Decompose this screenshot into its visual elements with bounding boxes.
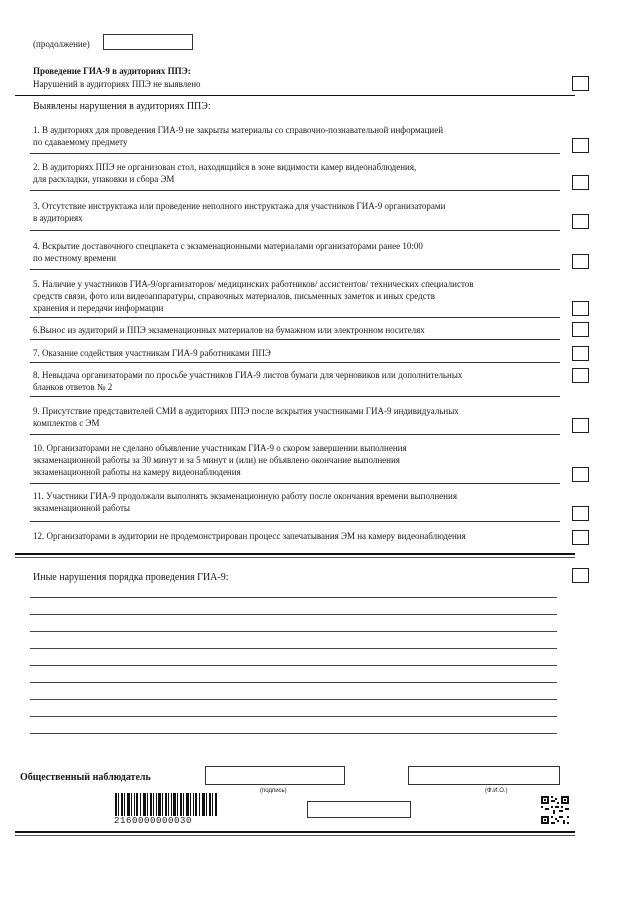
violation-checkbox[interactable] (572, 322, 589, 337)
violation-text: 6.Вынос из аудиторий и ППЭ экзаменационных материалов на бумажном или электронном носителях (33, 325, 425, 335)
violation-checkbox[interactable] (572, 254, 589, 269)
violation-checkbox[interactable] (572, 530, 589, 545)
violation-checkbox[interactable] (572, 138, 589, 153)
writing-line (30, 665, 557, 666)
violation-text: 7. Оказание содействия участникам ГИА-9 работниками ППЭ (33, 348, 271, 358)
violation-text: средств связи, фото или видеоаппаратуры, справочных материалов, письменных заметок и иных средств (33, 291, 435, 301)
violation-checkbox[interactable] (572, 506, 589, 521)
violation-text: 5. Наличие у участников ГИА-9/организаторов/ медицинских работников/ ассистентов/ технических специалистов (33, 279, 474, 289)
row-line (30, 190, 560, 191)
violation-checkbox[interactable] (572, 368, 589, 383)
bottom-field[interactable] (307, 801, 411, 818)
violation-text: 2. В аудиториях ППЭ не организован стол, находящийся в зоне видимости камер видеонаблюдения, (33, 162, 417, 172)
other-violations-checkbox[interactable] (572, 568, 589, 583)
writing-line (30, 614, 557, 615)
violation-text: по сдаваемому предмету (33, 137, 128, 147)
writing-line (30, 597, 557, 598)
writing-line (30, 648, 557, 649)
violation-checkbox[interactable] (572, 214, 589, 229)
violation-text: 10. Организаторами не сделано объявление участникам ГИА-9 о скором завершении выполнения (33, 443, 407, 453)
violation-text: по местному времени (33, 253, 117, 263)
signature-field[interactable] (205, 766, 345, 785)
violation-checkbox[interactable] (572, 467, 589, 482)
violation-checkbox[interactable] (572, 175, 589, 190)
no-violations-label: Нарушений в аудиториях ППЭ не выявлено (33, 79, 201, 89)
writing-line (30, 682, 557, 683)
divider (15, 831, 575, 833)
violation-text: 4. Вскрытие доставочного спецпакета с экзаменационными материалами организаторами ранее 10:00 (33, 241, 423, 251)
writing-line (30, 716, 557, 717)
section-title: Проведение ГИА-9 в аудиториях ППЭ: (33, 66, 191, 76)
writing-line (30, 631, 557, 632)
observer-label: Общественный наблюдатель (20, 772, 151, 783)
row-line (30, 521, 560, 522)
violation-checkbox[interactable] (572, 301, 589, 316)
barcode-icon (115, 793, 218, 816)
violation-text: хранения и передачи информации (33, 303, 164, 313)
writing-line (30, 699, 557, 700)
violation-text: комплектов с ЭМ (33, 418, 100, 428)
other-violations-label: Иные нарушения порядка проведения ГИА-9: (33, 572, 229, 583)
violation-text: 9. Присутствие представителей СМИ в аудиториях ППЭ после вскрытия участниками ГИА-9 индивидуальных (33, 406, 459, 416)
divider (15, 557, 575, 558)
violation-text: 1. В аудиториях для проведения ГИА-9 не закрыты материалы со справочно-познавательной информацией (33, 125, 444, 135)
violation-text: бланков ответов № 2 (33, 382, 113, 392)
row-line (30, 317, 560, 318)
violation-text: экзаменационной работы (33, 503, 130, 513)
row-line (30, 339, 560, 340)
violation-text: 11. Участники ГИА-9 продолжали выполнять экзаменационную работу после окончания времени выполнения (33, 491, 457, 501)
name-caption: (Ф.И.О.) (485, 788, 508, 794)
violation-text: экзаменационной работы за 30 минут и за 5 минут и (или) не объявлено окончание выполнения (33, 455, 400, 465)
row-line (30, 362, 560, 363)
writing-line (30, 733, 557, 734)
no-violations-checkbox[interactable] (572, 76, 589, 91)
violation-text: 12. Организаторами в аудитории не продемонстрирован процесс запечатывания ЭМ на камеру видеонаблюдения (33, 531, 466, 541)
violation-checkbox[interactable] (572, 346, 589, 361)
barcode-number: 2160000000030 (114, 816, 193, 826)
continuation-field[interactable] (103, 34, 193, 50)
violation-checkbox[interactable] (572, 418, 589, 433)
continuation-label: (продолжение) (33, 39, 90, 49)
full-name-field[interactable] (408, 766, 560, 785)
divider (15, 95, 575, 96)
violation-text: экзаменационной работы на камеру видеонаблюдения (33, 467, 241, 477)
row-line (30, 434, 560, 435)
divider (15, 553, 575, 555)
divider (15, 835, 575, 836)
violations-header: Выявлены нарушения в аудиториях ППЭ: (33, 101, 211, 112)
row-line (30, 230, 560, 231)
qr-code-icon (541, 796, 569, 824)
violation-text: 3. Отсутствие инструктажа или проведение неполного инструктажа для участников ГИА-9 организаторами (33, 201, 446, 211)
row-line (30, 483, 560, 484)
violation-text: в аудиториях (33, 213, 83, 223)
violation-text: 8. Невыдача организаторами по просьбе участников ГИА-9 листов бумаги для черновиков или дополнительных (33, 370, 463, 380)
signature-caption: (подпись) (260, 788, 287, 794)
row-line (30, 269, 560, 270)
row-line (30, 153, 560, 154)
violation-text: для раскладки, упаковки и сбора ЭМ (33, 174, 175, 184)
row-line (30, 396, 560, 397)
